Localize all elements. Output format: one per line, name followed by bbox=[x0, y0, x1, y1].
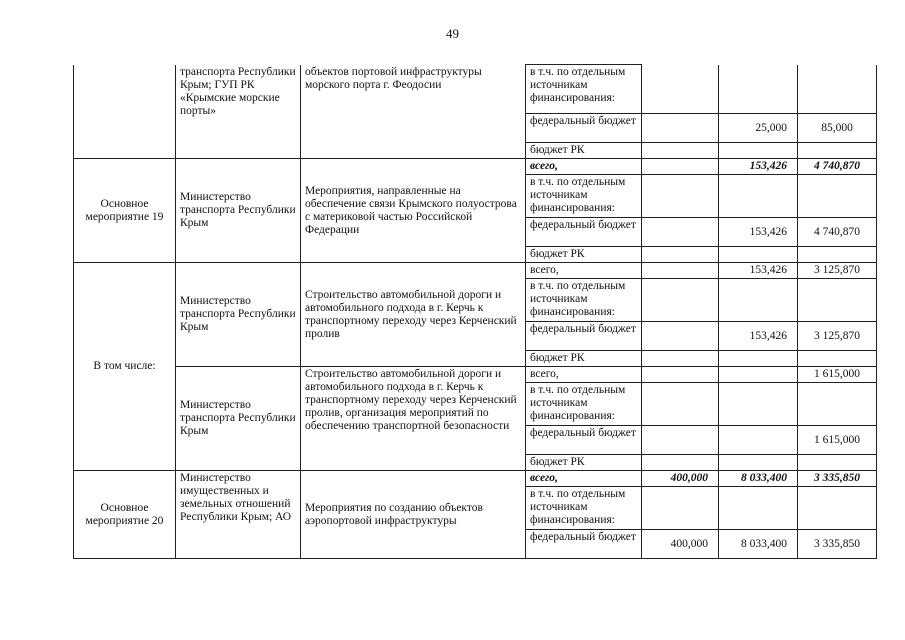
value-cell bbox=[719, 247, 798, 263]
source-cell: федеральный бюджет bbox=[526, 218, 642, 247]
value-cell bbox=[642, 279, 719, 322]
value-cell bbox=[642, 218, 719, 247]
value-cell: 25,000 bbox=[719, 114, 798, 143]
value-cell bbox=[642, 263, 719, 279]
value-cell bbox=[642, 455, 719, 471]
value-cell: 3 125,870 bbox=[798, 322, 877, 351]
value-cell bbox=[798, 455, 877, 471]
source-cell: в т.ч. по отдельным источникам финансирования: bbox=[526, 487, 642, 530]
value-cell: 400,000 bbox=[642, 530, 719, 559]
description-cell: Мероприятия по созданию объектов аэропортовой инфраструктуры bbox=[301, 471, 526, 559]
label-cell: Основное мероприятие 19 bbox=[74, 159, 176, 263]
value-cell bbox=[642, 351, 719, 367]
source-cell: в т.ч. по отдельным источникам финансирования: bbox=[526, 65, 642, 114]
source-cell: в т.ч. по отдельным источникам финансирования: bbox=[526, 175, 642, 218]
source-cell: в т.ч. по отдельным источникам финансирования: bbox=[526, 383, 642, 426]
value-cell: 4 740,870 bbox=[798, 218, 877, 247]
value-cell bbox=[642, 65, 719, 114]
value-cell bbox=[719, 367, 798, 383]
source-cell: бюджет РК bbox=[526, 247, 642, 263]
value-cell: 3 335,850 bbox=[798, 471, 877, 487]
description-cell: Мероприятия, направленные на обеспечение связи Крымского полуострова с материковой частью Российской Федерации bbox=[301, 159, 526, 263]
source-cell: всего, bbox=[526, 159, 642, 175]
value-cell: 153,426 bbox=[719, 322, 798, 351]
value-cell: 4 740,870 bbox=[798, 159, 877, 175]
value-cell bbox=[798, 143, 877, 159]
value-cell bbox=[798, 175, 877, 218]
label-cell: В том числе: bbox=[74, 263, 176, 471]
source-cell: федеральный бюджет bbox=[526, 530, 642, 559]
table-row bbox=[74, 367, 877, 383]
value-cell bbox=[798, 383, 877, 426]
value-cell bbox=[719, 351, 798, 367]
value-cell: 153,426 bbox=[719, 159, 798, 175]
table-row bbox=[74, 263, 877, 279]
value-cell bbox=[642, 143, 719, 159]
label-cell: Основное мероприятие 20 bbox=[74, 471, 176, 559]
responsible-cell: Министерство транспорта Республики Крым bbox=[176, 159, 301, 263]
source-cell: федеральный бюджет bbox=[526, 322, 642, 351]
table-row bbox=[74, 471, 877, 487]
source-cell: всего, bbox=[526, 367, 642, 383]
value-cell bbox=[642, 322, 719, 351]
table-row bbox=[74, 65, 877, 114]
value-cell bbox=[642, 175, 719, 218]
program-table bbox=[73, 64, 877, 559]
page-number: 49 bbox=[446, 26, 459, 41]
value-cell bbox=[719, 487, 798, 530]
value-cell: 400,000 bbox=[642, 471, 719, 487]
source-cell: федеральный бюджет bbox=[526, 426, 642, 455]
source-cell: в т.ч. по отдельным источникам финансирования: bbox=[526, 279, 642, 322]
value-cell bbox=[719, 65, 798, 114]
label-cell bbox=[74, 65, 176, 159]
table-row bbox=[74, 159, 877, 175]
value-cell bbox=[798, 247, 877, 263]
value-cell bbox=[642, 487, 719, 530]
responsible-cell: Министерство имущественных и земельных отношений Республики Крым; АО bbox=[176, 471, 301, 559]
description-cell: объектов портовой инфраструктуры морского порта г. Феодосии bbox=[301, 65, 526, 159]
value-cell bbox=[642, 367, 719, 383]
source-cell: всего, bbox=[526, 471, 642, 487]
value-cell bbox=[719, 143, 798, 159]
source-cell: бюджет РК bbox=[526, 455, 642, 471]
value-cell: 153,426 bbox=[719, 263, 798, 279]
value-cell bbox=[798, 487, 877, 530]
value-cell: 3 335,850 bbox=[798, 530, 877, 559]
value-cell bbox=[642, 426, 719, 455]
source-cell: федеральный бюджет bbox=[526, 114, 642, 143]
value-cell bbox=[798, 279, 877, 322]
value-cell: 153,426 bbox=[719, 218, 798, 247]
description-cell: Строительство автомобильной дороги и автомобильного подхода в г. Керчь к транспортному переходу через Керченский пролив bbox=[301, 263, 526, 367]
value-cell bbox=[798, 351, 877, 367]
value-cell bbox=[719, 279, 798, 322]
source-cell: всего, bbox=[526, 263, 642, 279]
value-cell bbox=[642, 383, 719, 426]
source-cell: бюджет РК bbox=[526, 143, 642, 159]
value-cell bbox=[719, 455, 798, 471]
responsible-cell: транспорта Республики Крым; ГУП РК «Крымские морские порты» bbox=[176, 65, 301, 159]
value-cell: 8 033,400 bbox=[719, 530, 798, 559]
value-cell bbox=[719, 383, 798, 426]
responsible-cell: Министерство транспорта Республики Крым bbox=[176, 367, 301, 471]
value-cell: 1 615,000 bbox=[798, 426, 877, 455]
value-cell: 3 125,870 bbox=[798, 263, 877, 279]
responsible-cell: Министерство транспорта Республики Крым bbox=[176, 263, 301, 367]
value-cell bbox=[798, 65, 877, 114]
value-cell bbox=[642, 114, 719, 143]
value-cell bbox=[719, 426, 798, 455]
source-cell: бюджет РК bbox=[526, 351, 642, 367]
description-cell: Строительство автомобильной дороги и автомобильного подхода в г. Керчь к транспортному переходу через Керченский пролив, организация мероприятий по обеспечению транспортной безопасности bbox=[301, 367, 526, 471]
value-cell: 1 615,000 bbox=[798, 367, 877, 383]
value-cell: 85,000 bbox=[798, 114, 877, 143]
value-cell: 8 033,400 bbox=[719, 471, 798, 487]
value-cell bbox=[642, 159, 719, 175]
value-cell bbox=[642, 247, 719, 263]
value-cell bbox=[719, 175, 798, 218]
